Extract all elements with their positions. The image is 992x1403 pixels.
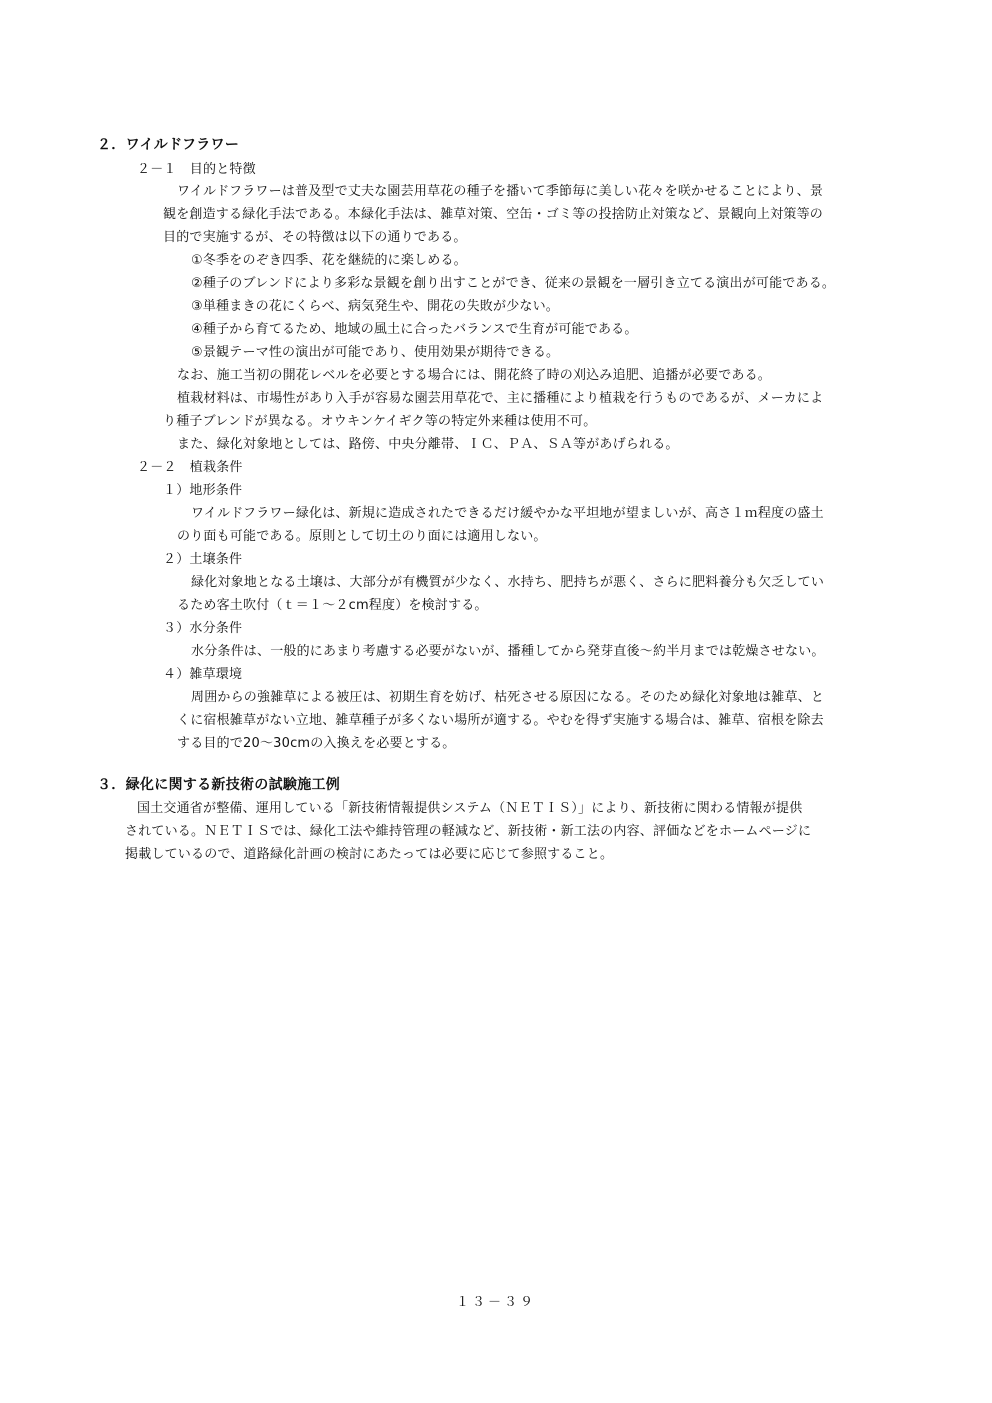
feature-list-item: ①冬季をのぞき四季、花を継続的に楽しめる。 — [191, 253, 467, 268]
paragraph-line: 掲載しているので、道路緑化計画の検討にあたっては必要に応じて参照すること。 — [125, 847, 614, 862]
paragraph-line: 周囲からの強雑草による被圧は、初期生育を妨げ、枯死させる原因になる。そのため緑化対象地は雑草、と — [191, 690, 825, 705]
paragraph-line: のり面も可能である。原則として切土のり面には適用しない。 — [177, 529, 547, 544]
paragraph-line: なお、施工当初の開花レベルを必要とする場合には、開花終了時の刈込み追肥、追播が必要である。 — [177, 368, 772, 383]
paragraph-line: 水分条件は、一般的にあまり考慮する必要がないが、播種してから発芽直後～約半月までは乾燥させない。 — [191, 644, 825, 659]
page-number: １３－３９ — [455, 1295, 536, 1310]
condition-label-terrain: １）地形条件 — [163, 483, 243, 498]
condition-label-soil: ２）土壌条件 — [163, 552, 243, 567]
feature-list-item: ④種子から育てるため、地域の風土に合ったバランスで生育が可能である。 — [191, 322, 638, 337]
section-heading-3: ３．緑化に関する新技術の試験施工例 — [97, 777, 341, 793]
paragraph-line: また、緑化対象地としては、路傍、中央分離帯、ＩＣ、ＰＡ、ＳＡ等があげられる。 — [177, 437, 679, 452]
paragraph-line: 国土交通省が整備、運用している「新技術情報提供システム（ＮＥＴＩＳ）」により、新技術に関わる情報が提供 — [137, 801, 803, 816]
feature-list-item: ⑤景観テーマ性の演出が可能であり、使用効果が期待できる。 — [191, 345, 560, 360]
paragraph-line: 緑化対象地となる土壌は、大部分が有機質が少なく、水持ち、肥持ちが悪く、さらに肥料養分も欠乏してい — [191, 575, 825, 590]
feature-list-item: ②種子のブレンドにより多彩な景観を創り出すことができ、従来の景観を一層引き立てる演出が可能である。 — [191, 276, 836, 291]
paragraph-line: くに宿根雑草がない立地、雑草種子が多くない場所が適する。やむを得ず実施する場合は、雑草、宿根を除去 — [177, 713, 824, 728]
paragraph-line: されている。ＮＥＴＩＳでは、緑化工法や維持管理の軽減など、新技術・新工法の内容、評価などをホームページに — [125, 824, 812, 839]
feature-list-item: ③単種まきの花にくらべ、病気発生や、開花の失敗が少ない。 — [191, 299, 559, 314]
paragraph-line: 目的で実施するが、その特徴は以下の通りである。 — [163, 230, 467, 245]
condition-label-water: ３）水分条件 — [163, 621, 243, 636]
paragraph-line: り種子ブレンドが異なる。オウキンケイギク等の特定外来種は使用不可。 — [163, 414, 597, 429]
paragraph-line: るため客土吹付（ｔ＝１～２cm程度）を検討する。 — [177, 598, 488, 613]
subsection-heading-2-2: ２－２ 植栽条件 — [137, 460, 243, 475]
subsection-heading-2-1: ２－１ 目的と特徴 — [137, 162, 256, 177]
paragraph-line: 観を創造する緑化手法である。本緑化手法は、雑草対策、空缶・ゴミ等の投捨防止対策など、景観向上対策等の — [163, 207, 824, 222]
paragraph-line: 植栽材料は、市場性があり入手が容易な園芸用草花で、主に播種により植栽を行うものであるが、メーカによ — [177, 391, 824, 406]
section-heading-2: ２．ワイルドフラワー — [97, 137, 240, 153]
paragraph-line: ワイルドフラワー緑化は、新規に造成されたできるだけ緩やかな平坦地が望ましいが、高さ１ｍ程度の盛土 — [191, 506, 824, 521]
paragraph-line: ワイルドフラワーは普及型で丈夫な園芸用草花の種子を播いて季節毎に美しい花々を咲かせることにより、景 — [177, 184, 824, 199]
condition-label-weed: ４）雑草環境 — [163, 667, 243, 682]
paragraph-line: する目的で20～30cmの入換えを必要とする。 — [177, 736, 456, 751]
